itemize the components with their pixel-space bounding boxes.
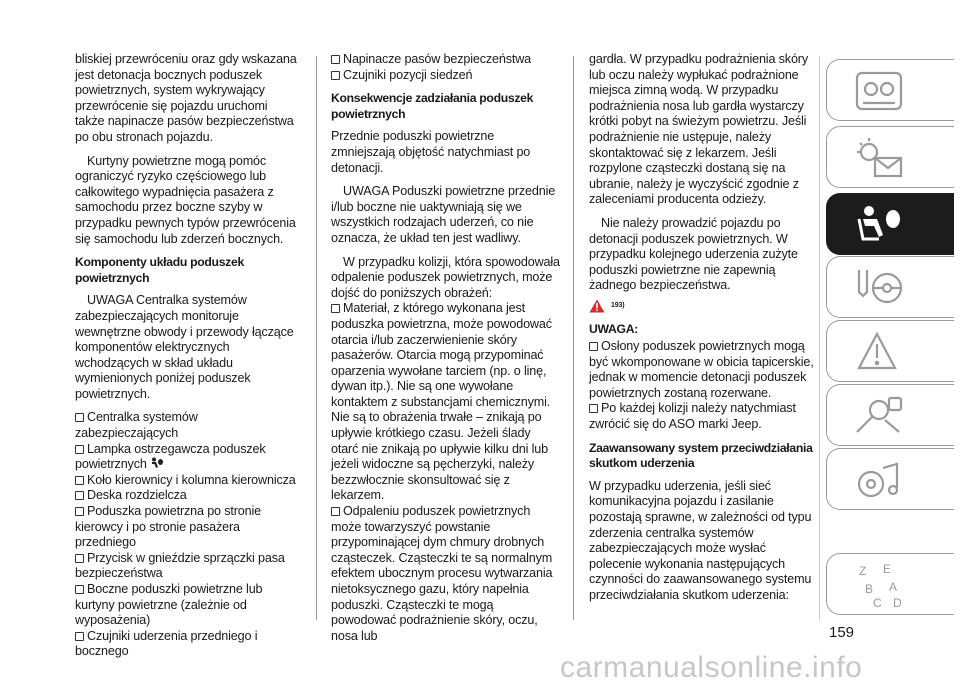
paragraph: gardła. W przypadku podrażnienia skóry lub oczu należy wypłukać podrażnione miejsca zimną wodą. W przypadku podrażnienia nosa lub gardła wystarczy krótki pobyt na świeżym powietrzu. Jeśli podrażnienie nie ustępuje, należy skontaktować się z lekarzem. Jeśli rozpylone cząsteczki dostaną się na ubranie, należy je wyczyścić zgodnie z zaleceniami producenta odzieży. (589, 52, 809, 207)
note-heading: UWAGA: (589, 321, 638, 336)
watermark: carmanualsonline.info (560, 651, 863, 684)
list-item: Centralka systemów zabezpieczających (75, 410, 198, 441)
page-number: 159 (829, 624, 855, 641)
chapter-tab-maintenance[interactable] (826, 384, 954, 446)
svg-text:E: E (883, 562, 892, 576)
warning-triangle-icon (589, 299, 605, 313)
chapter-tab-multimedia[interactable] (826, 448, 954, 510)
checkbox-bullet-icon (331, 304, 340, 313)
column-3 (589, 52, 817, 612)
paragraph: W przypadku uderzenia, jeśli sieć komunikacyjna pojazdu i zasilanie pozostają sprawne, w zależności od typu zderzenia centralka systemów zabezpieczających może wysłać polecenie wykonania następujących czynności do zaawansowanego systemu przeciwdziałania skutkom uderzenia: (589, 478, 812, 602)
paragraph: UWAGA Centralka systemów zabezpieczających monitoruje wewnętrzne obwody i przewody łączące komponentów elektrycznych wchodzących w skład układu wymienionych poniżej poduszek powietrznych. (75, 293, 294, 401)
page-edge-divider (819, 56, 820, 620)
list-item: Czujniki pozycji siedzeń (331, 68, 561, 84)
steering-wheel-icon (849, 262, 909, 314)
checkbox-bullet-icon (75, 445, 84, 454)
paragraph: bliskiej przewróceniu oraz gdy wskazana jest detonacja bocznych poduszek powietrznych, system wykrywający przewrócenie się pojazdu uruchomi także napinacze pasów bezpieczeństwa po obu stronach pojazdu. (75, 52, 297, 144)
component-list-continued (331, 52, 561, 83)
paragraph: W przypadku kolizji, która spowodowała odpalenie poduszek powietrznych, może dojść do poniższych obrażeń: (331, 254, 560, 300)
lights-message-icon (849, 132, 909, 184)
emergency-triangle-icon (849, 326, 909, 378)
list-item: Napinacze pasów bezpieczeństwa (331, 52, 561, 68)
checkbox-bullet-icon (589, 342, 598, 351)
checkbox-bullet-icon (331, 55, 340, 64)
column-divider (573, 56, 574, 620)
checkbox-bullet-icon (75, 491, 84, 500)
chapter-tab-dashboard[interactable] (826, 59, 954, 121)
multimedia-icon (849, 454, 909, 506)
component-list (75, 410, 297, 660)
checkbox-bullet-icon (331, 71, 340, 80)
list-item: Odpaleniu poduszek powietrznych może towarzyszyć powstanie przypominającej dym chmury drobnych cząsteczek. Cząsteczki te są normalnym efektem ubocznym procesu wytwarzania nietoksycznego gazu, który napełnia poduszki. Cząsteczki te mogą powodować podrażnienie skóry, oczu, nosa lub (331, 504, 553, 643)
list-item: Poduszka powietrzna po stronie kierowcy i po stronie pasażera przedniego (75, 504, 262, 550)
paragraph: Przednie poduszki powietrzne zmniejszają objętość natychmiast po detonacji. (331, 129, 531, 175)
svg-text:Z: Z (859, 564, 867, 578)
checkbox-bullet-icon (75, 413, 84, 422)
svg-text:B: B (865, 582, 874, 596)
checkbox-bullet-icon (75, 632, 84, 641)
column-divider (316, 56, 317, 620)
paragraph: Kurtyny powietrzne mogą pomóc ograniczyć ryzyko częściowego lub całkowitego wypadnięcia pasażera z samochodu przez boczne szyby w przypadku pewnych typów przewrócenia się samochodu lub zderzeń bocznych. (75, 153, 296, 246)
list-item: Osłony poduszek powietrznych mogą być wkomponowane w obicia tapicerskie, jednak w momencie detonacji poduszek powietrznych zostaną rozerwane. (589, 339, 814, 400)
list-item: Deska rozdzielcza (75, 488, 297, 504)
dashboard-icon (849, 65, 909, 117)
column-2 (331, 52, 561, 644)
safety-airbag-icon (849, 199, 909, 251)
svg-text:A: A (889, 580, 898, 594)
chapter-tab-index[interactable] (826, 553, 954, 615)
checkbox-bullet-icon (75, 507, 84, 516)
chapter-tab-starting-driving[interactable] (826, 256, 954, 318)
warning-reference (589, 298, 817, 314)
section-heading: Konsekwencje zadziałania poduszek powietrznych (331, 91, 534, 121)
list-item: Przycisk w gnieździe sprzączki pasa bezpieczeństwa (75, 550, 285, 581)
paragraph: Nie należy prowadzić pojazdu po detonacji poduszek powietrznych. W przypadku kolejnego uderzenia zużyte poduszki powietrzne nie zapewnią żadnego bezpieczeństwa. (589, 215, 798, 293)
checkbox-bullet-icon (331, 507, 340, 516)
warning-ref-number: 193) (611, 301, 625, 309)
checkbox-bullet-icon (75, 476, 84, 485)
svg-text:D: D (893, 596, 902, 610)
airbag-warning-icon (150, 457, 164, 469)
svg-text:C: C (873, 596, 882, 610)
chapter-tab-safety[interactable] (826, 193, 954, 255)
chapter-tab-emergency[interactable] (826, 320, 954, 382)
list-item: Boczne poduszki powietrzne lub kurtyny powietrzne (zależnie od wyposażenia) (75, 582, 263, 628)
list-item: Koło kierownicy i kolumna kierownicza (75, 473, 297, 489)
checkbox-bullet-icon (589, 404, 598, 413)
section-heading: Zaawansowany system przeciwdziałania skutkom uderzenia (589, 440, 813, 471)
maintenance-wrench-icon (849, 390, 909, 442)
list-item: Lampka ostrzegawcza poduszek powietrznych (75, 441, 266, 472)
chapter-tab-lights-messages[interactable] (826, 126, 954, 188)
column-1 (75, 52, 297, 668)
list-item: Materiał, z którego wykonana jest poduszka powietrzna, może powodować otarcia i/lub zaczerwienienie skóry pasażerów. Otarcia mogą przypominać oparzenia wywołane tarciem (np. o linę, dywan itp.). Nie są one wywołane kontaktem z substancjami chemicznymi. Nie są to obrażenia trwałe – znikają po upływie krótkiego czasu. Jeżeli ślady otarć nie znikają po upływie kilku dni lub jeżeli widoczne są pęcherzyki, należy bezzwłocznie skonsultować się z lekarzem. (331, 301, 552, 503)
checkbox-bullet-icon (75, 585, 84, 594)
checkbox-bullet-icon (75, 554, 84, 563)
list-item: Czujniki uderzenia przedniego i bocznego (75, 628, 258, 659)
section-heading: Komponenty układu poduszek powietrznych (75, 255, 244, 285)
paragraph: UWAGA Poduszki powietrzne przednie i/lub boczne nie uaktywniają się we wszystkich rodzajach uderzeń, co nie oznacza, że układ ten jest wadliwy. (331, 184, 556, 245)
list-item: Po każdej kolizji należy natychmiast zwrócić się do ASO marki Jeep. (589, 401, 796, 432)
index-letters-icon (849, 559, 909, 611)
